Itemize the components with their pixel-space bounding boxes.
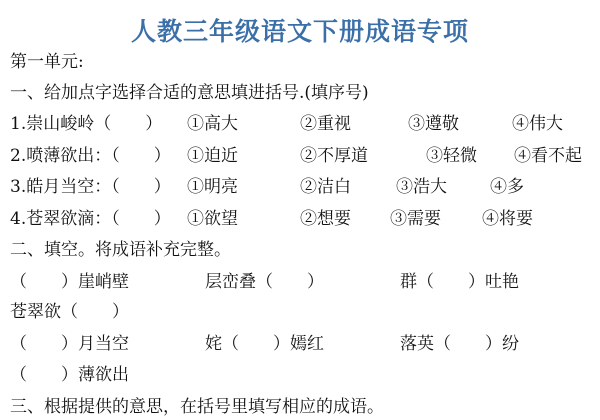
question-2-stem: 2.喷薄欲出：（ ） — [10, 146, 171, 166]
question-4-option-3: ③需要 — [390, 209, 441, 229]
question-2-option-2: ②不厚道 — [300, 146, 368, 166]
page-title: 人教三年级语文下册成语专项 — [130, 17, 469, 46]
idiom-blank-2: 层峦叠（ ） — [205, 272, 324, 292]
question-3-option-4: ④多 — [490, 177, 524, 197]
question-1-stem: 1.崇山峻岭（ ） — [10, 114, 163, 134]
unit-heading: 第一单元: — [10, 52, 84, 72]
section3-heading: 三、根据提供的意思，在括号里填写相应的成语。 — [10, 397, 384, 417]
idiom-blank-8: （ ）薄欲出 — [10, 365, 129, 385]
question-2-option-1: ①迫近 — [187, 146, 238, 166]
question-3-option-3: ③浩大 — [396, 177, 447, 197]
question-3-stem: 3.皓月当空：（ ） — [10, 177, 171, 197]
question-2-option-4: ④看不起 — [514, 146, 582, 166]
idiom-blank-7: 落英（ ）纷 — [400, 334, 519, 354]
question-2-option-3: ③轻微 — [426, 146, 477, 166]
question-4-option-2: ②想要 — [300, 209, 351, 229]
idiom-blank-3: 群（ ）吐艳 — [400, 272, 519, 292]
idiom-blank-5: （ ）月当空 — [10, 334, 129, 354]
question-3-option-1: ①明亮 — [187, 177, 238, 197]
question-4-option-4: ④将要 — [482, 209, 533, 229]
idiom-blank-1: （ ）崖峭壁 — [10, 272, 129, 292]
question-4-stem: 4.苍翠欲滴：（ ） — [10, 209, 171, 229]
section1-heading: 一、给加点字选择合适的意思填进括号.(填序号) — [10, 83, 369, 103]
idiom-blank-6: 姹（ ）嫣红 — [205, 334, 324, 354]
question-1-option-4: ④伟大 — [512, 114, 563, 134]
section2-heading: 二、填空。将成语补充完整。 — [10, 240, 231, 260]
idiom-blank-4: 苍翠欲（ ） — [10, 302, 129, 322]
question-1-option-3: ③遵敬 — [408, 114, 459, 134]
question-4-option-1: ①欲望 — [187, 209, 238, 229]
question-1-option-2: ②重视 — [300, 114, 351, 134]
question-3-option-2: ②洁白 — [300, 177, 351, 197]
question-1-option-1: ①高大 — [187, 114, 238, 134]
